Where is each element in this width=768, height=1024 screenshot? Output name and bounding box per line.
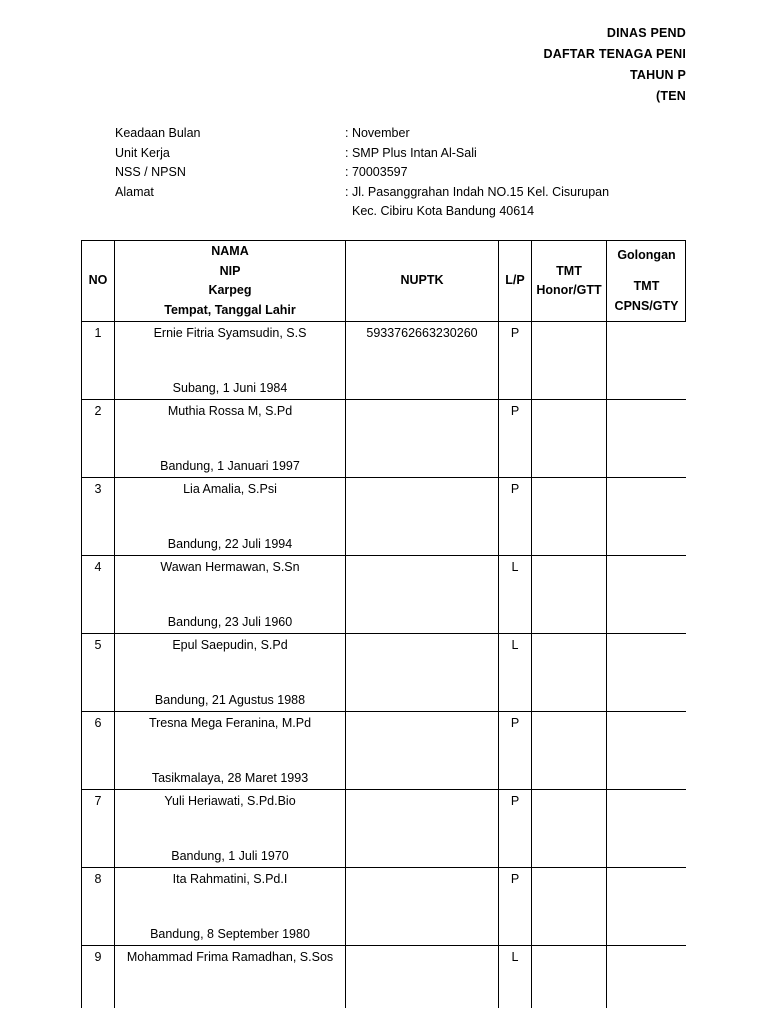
header-list-title: DAFTAR TENAGA PENI — [543, 47, 686, 61]
employee-name: Wawan Hermawan, S.Sn — [160, 560, 300, 574]
cell-lp: P — [499, 478, 532, 556]
cell-golongan — [607, 478, 687, 556]
employee-name: Lia Amalia, S.Psi — [183, 482, 277, 496]
cell-golongan — [607, 322, 687, 400]
employee-name: Muthia Rossa M, S.Pd — [167, 404, 293, 418]
employee-birth: Subang, 1 Juni 1984 — [172, 381, 288, 395]
staff-table — [81, 240, 687, 1008]
info-row-address — [115, 183, 675, 203]
cell-no: 4 — [82, 556, 115, 634]
cell-name — [115, 712, 346, 790]
cell-golongan — [607, 868, 687, 946]
col-header-nuptk: NUPTK — [346, 241, 499, 322]
cell-golongan — [607, 634, 687, 712]
table-row — [82, 634, 687, 712]
info-label: Unit Kerja — [115, 145, 170, 160]
info-row-nss — [115, 163, 675, 183]
header-year: TAHUN P — [629, 68, 686, 82]
info-value: Kec. Cibiru Kota Bandung 40614 — [352, 204, 535, 218]
info-block — [115, 124, 675, 222]
cell-no: 5 — [82, 634, 115, 712]
cell-name — [115, 478, 346, 556]
col-header-name — [115, 241, 346, 322]
cell-lp: P — [499, 712, 532, 790]
info-row-unit — [115, 144, 675, 164]
table-row — [82, 478, 687, 556]
info-value: : November — [345, 126, 410, 140]
header-ttl: Tempat, Tanggal Lahir — [164, 302, 296, 317]
employee-birth: Bandung, 1 Juli 1970 — [171, 849, 289, 863]
cell-lp: L — [499, 634, 532, 712]
cell-name — [115, 946, 346, 1009]
employee-birth: Bandung, 23 Juli 1960 — [167, 615, 293, 629]
cell-golongan — [607, 400, 687, 478]
header-tmt-cpns-1: TMT — [633, 279, 660, 294]
cell-lp: P — [499, 790, 532, 868]
table-row — [82, 400, 687, 478]
col-header-lp: L/P — [499, 241, 532, 322]
cell-lp: L — [499, 556, 532, 634]
cell-tmt-honor — [532, 868, 607, 946]
cell-nuptk — [346, 946, 499, 1009]
cell-lp: P — [499, 868, 532, 946]
cell-golongan — [607, 790, 687, 868]
employee-birth: Bandung, 22 Juli 1994 — [167, 537, 293, 551]
cell-no: 1 — [82, 322, 115, 400]
cell-no: 7 — [82, 790, 115, 868]
header-tmt-honor-1: TMT — [556, 263, 582, 278]
employee-birth: Bandung, 8 September 1980 — [150, 927, 310, 941]
cell-name — [115, 868, 346, 946]
cell-nuptk — [346, 400, 499, 478]
info-value: : 70003597 — [345, 165, 408, 179]
cell-nuptk — [346, 478, 499, 556]
cell-tmt-honor — [532, 712, 607, 790]
cell-nuptk — [346, 790, 499, 868]
table-row — [82, 712, 687, 790]
cell-golongan — [607, 556, 687, 634]
employee-birth: Bandung, 1 Januari 1997 — [160, 459, 300, 473]
employee-name: Yuli Heriawati, S.Pd.Bio — [164, 794, 296, 808]
info-row-address-cont — [115, 202, 675, 222]
header-karpeg: Karpeg — [208, 283, 252, 297]
header-tmt-cpns-2: CPNS/GTY — [614, 298, 679, 313]
employee-name: Tresna Mega Feranina, M.Pd — [148, 716, 312, 730]
cell-nuptk — [346, 868, 499, 946]
employee-name: Epul Saepudin, S.Pd — [172, 638, 288, 652]
table-row — [82, 556, 687, 634]
cell-nuptk — [346, 556, 499, 634]
info-value: : SMP Plus Intan Al-Sali — [345, 145, 477, 160]
info-row-month — [115, 124, 675, 144]
info-value: : Jl. Pasanggrahan Indah NO.15 Kel. Cisurupan — [345, 184, 610, 199]
header-subtitle: (TEN — [656, 89, 686, 103]
table-row — [82, 868, 687, 946]
info-label: NSS / NPSN — [115, 165, 186, 179]
info-label: Alamat — [115, 184, 154, 199]
employee-birth: Tasikmalaya, 28 Maret 1993 — [151, 771, 309, 785]
cell-tmt-honor — [532, 478, 607, 556]
cell-name — [115, 556, 346, 634]
col-header-tmt-honor — [532, 241, 607, 322]
table-row — [82, 946, 687, 1009]
cell-tmt-honor — [532, 556, 607, 634]
employee-name: Ita Rahmatini, S.Pd.I — [172, 872, 288, 886]
table-header-row — [82, 241, 687, 322]
cell-name — [115, 790, 346, 868]
col-header-no: NO — [82, 241, 115, 322]
cell-tmt-honor — [532, 946, 607, 1009]
cell-lp: P — [499, 400, 532, 478]
cell-name — [115, 322, 346, 400]
table-row — [82, 790, 687, 868]
header-agency: DINAS PEND — [606, 26, 686, 40]
header-nama: NAMA — [211, 244, 249, 258]
info-label: Keadaan Bulan — [115, 126, 201, 140]
cell-nuptk — [346, 634, 499, 712]
cell-golongan — [607, 946, 687, 1009]
cell-no: 6 — [82, 712, 115, 790]
cell-no: 2 — [82, 400, 115, 478]
cell-golongan — [607, 712, 687, 790]
table-row — [82, 322, 687, 400]
cell-nuptk — [346, 712, 499, 790]
employee-birth: Bandung, 21 Agustus 1988 — [154, 693, 306, 707]
cell-name — [115, 400, 346, 478]
page-crop-edge — [686, 0, 768, 1024]
cell-tmt-honor — [532, 634, 607, 712]
employee-name: Ernie Fitria Syamsudin, S.S — [153, 326, 307, 340]
cell-no: 9 — [82, 946, 115, 1009]
col-header-golongan — [607, 241, 687, 322]
header-golongan: Golongan — [617, 247, 676, 262]
cell-no: 8 — [82, 868, 115, 946]
cell-no: 3 — [82, 478, 115, 556]
header-tmt-honor-2: Honor/GTT — [536, 283, 602, 297]
cell-lp: L — [499, 946, 532, 1009]
cell-tmt-honor — [532, 322, 607, 400]
header-nip: NIP — [219, 263, 241, 278]
cell-lp: P — [499, 322, 532, 400]
cell-nuptk: 5933762663230260 — [346, 322, 499, 400]
employee-name: Mohammad Frima Ramadhan, S.Sos — [126, 950, 334, 964]
cell-tmt-honor — [532, 400, 607, 478]
cell-tmt-honor — [532, 790, 607, 868]
cell-name — [115, 634, 346, 712]
